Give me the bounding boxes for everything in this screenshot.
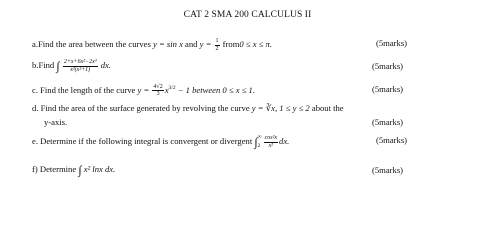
question-text: about the xyxy=(309,103,344,113)
fraction xyxy=(264,135,278,149)
marks-label: (5marks) xyxy=(376,38,408,48)
fraction-numerator: 1 xyxy=(215,38,219,44)
fraction-denominator: x²(x²+1) xyxy=(70,66,91,73)
lower-limit: 2 xyxy=(257,143,261,149)
page-title: CAT 2 SMA 200 CALCULUS II xyxy=(183,10,312,20)
question-text: Determine if the following integral is convergent or divergent xyxy=(40,135,255,146)
integral-limits xyxy=(258,133,262,151)
fraction-numerator: 4√2 xyxy=(153,83,163,90)
question-text: Determine xyxy=(39,164,79,174)
question-text: from xyxy=(220,38,240,49)
fraction-denominator: x² xyxy=(268,142,274,149)
question-prefix: f) xyxy=(32,164,38,174)
math-expression: y = ∛x, 1 ≤ y ≤ 2 xyxy=(251,103,310,113)
question-prefix: c. xyxy=(32,84,38,95)
question-text: Find the area between the curves xyxy=(37,38,153,49)
math-expression: dx. xyxy=(279,135,290,146)
fraction xyxy=(63,59,98,73)
question-c xyxy=(32,83,255,98)
marks-label: (5marks) xyxy=(372,165,404,175)
question-text: Find the length of the curve xyxy=(40,84,138,95)
upper-limit: ∞ xyxy=(257,134,262,140)
question-d xyxy=(32,103,344,113)
question-text: Find the area of the surface generated by revolving the curve xyxy=(40,103,252,113)
question-prefix: b. xyxy=(32,59,39,70)
question-prefix: a. xyxy=(32,38,38,49)
fraction xyxy=(215,38,220,52)
question-prefix: d. xyxy=(32,103,39,113)
question-a xyxy=(32,38,272,52)
fraction-denominator: 2 xyxy=(215,45,219,52)
question-text: and xyxy=(182,38,200,49)
question-d-continuation: y-axis. xyxy=(44,117,68,127)
math-expression: dx. xyxy=(100,59,111,70)
integral-sign: ∫ xyxy=(254,135,258,149)
question-text: Find xyxy=(38,59,57,70)
fraction-denominator: 3 xyxy=(156,91,160,98)
integral-sign: ∫ xyxy=(78,163,82,178)
math-expression: y = xyxy=(199,38,212,49)
marks-label: (5marks) xyxy=(372,117,404,127)
question-b xyxy=(32,59,111,73)
math-expression: − 1 between 0 ≤ x ≤ 1. xyxy=(175,84,256,95)
fraction-numerator: 2+x+6x²−2x³ xyxy=(63,59,97,65)
question-f xyxy=(32,163,116,178)
question-prefix: e. xyxy=(32,135,38,146)
math-expression: y = sin x xyxy=(152,38,183,49)
marks-label: (5marks) xyxy=(372,84,404,94)
integral-sign: ∫ xyxy=(56,59,60,73)
math-expression: x xyxy=(164,84,169,95)
fraction-numerator: cos²x xyxy=(264,135,278,141)
math-expression: x² lnx dx. xyxy=(83,164,116,174)
fraction xyxy=(152,84,163,98)
math-expression: y = xyxy=(137,84,150,95)
marks-label: (5marks) xyxy=(372,61,404,71)
marks-label: (5marks) xyxy=(376,135,408,145)
question-e xyxy=(32,133,289,151)
math-expression: 0 ≤ x ≤ π. xyxy=(239,38,272,49)
exponent: 3/2 xyxy=(168,85,176,91)
